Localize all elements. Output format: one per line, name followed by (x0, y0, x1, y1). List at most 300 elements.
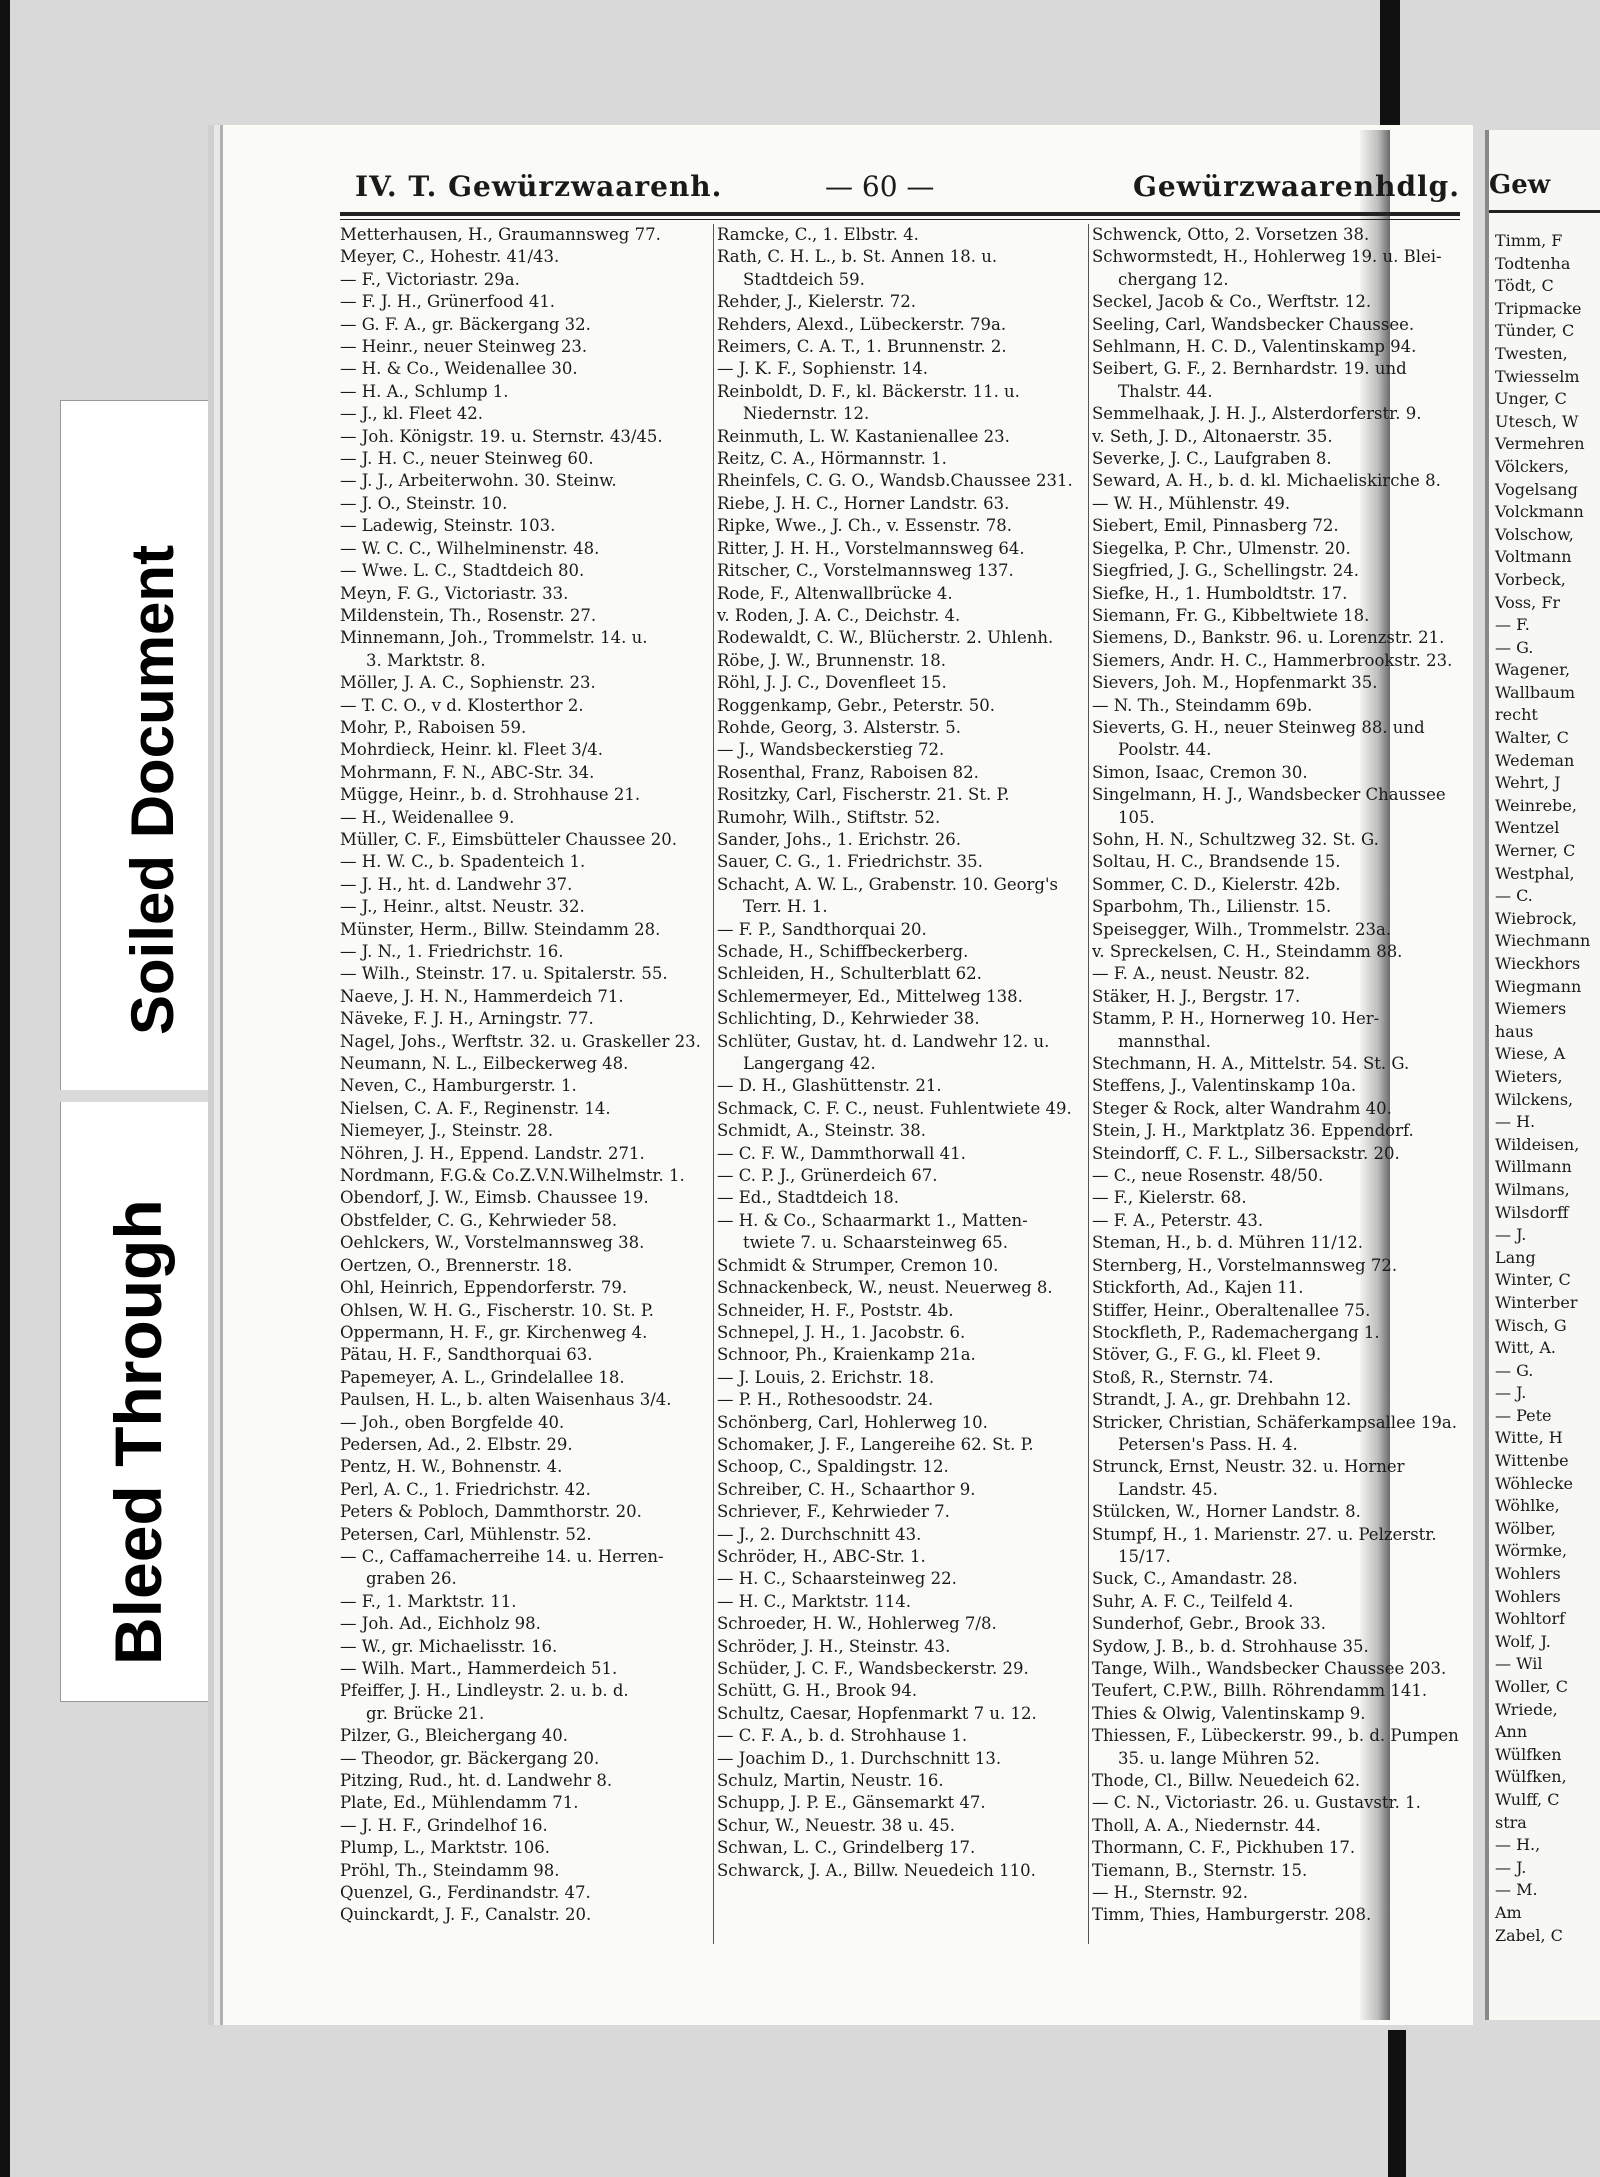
directory-entry: graben 26. (366, 1569, 457, 1589)
directory-entry: Nagel, Johs., Werftstr. 32. u. Graskeller 23. (340, 1031, 701, 1051)
directory-entry: Schmidt & Strumper, Cremon 10. (717, 1255, 999, 1275)
directory-entry: — H. A., Schlump 1. (340, 381, 509, 401)
directory-entry: Schriever, F., Kehrwieder 7. (717, 1502, 950, 1522)
facing-page-entry: Wülfken, (1495, 1767, 1567, 1787)
facing-page-entry: Twesten, (1495, 343, 1568, 363)
directory-entry: Oertzen, O., Brennerstr. 18. (340, 1255, 573, 1275)
facing-page-entry: Weinrebe, (1495, 795, 1577, 815)
facing-page-header: Gew (1489, 170, 1551, 200)
directory-entry: Tange, Wilh., Wandsbecker Chaussee 203. (1092, 1659, 1447, 1678)
facing-page-entry: Wiegmann (1495, 976, 1582, 996)
directory-entry: — J., kl. Fleet 42. (340, 404, 483, 424)
directory-entry: Thalstr. 44. (1118, 381, 1213, 401)
directory-entry: Rodewaldt, C. W., Blücherstr. 2. Uhlenh. (717, 628, 1054, 648)
bleed-through-label: Bleed Through (101, 1199, 175, 1665)
directory-entry: Sommer, C. D., Kielerstr. 42b. (1092, 874, 1341, 894)
page-number: — 60 — (825, 170, 935, 203)
directory-entry: — Wilh., Steinstr. 17. u. Spitalerstr. 55. (340, 964, 668, 984)
directory-entry: Rehder, J., Kielerstr. 72. (717, 292, 916, 312)
directory-entry: Müller, C. F., Eimsbütteler Chaussee 20. (340, 829, 678, 849)
directory-entry: Münster, Herm., Billw. Steindamm 28. (340, 919, 661, 939)
directory-entry: Meyer, C., Hohestr. 41/43. (340, 247, 560, 267)
directory-entry: — J. O., Steinstr. 10. (340, 493, 508, 513)
directory-entry: Metterhausen, H., Graumannsweg 77. (340, 225, 661, 244)
directory-entry: Seckel, Jacob & Co., Werftstr. 12. (1092, 292, 1372, 312)
directory-entry: Rohde, Georg, 3. Alsterstr. 5. (717, 717, 961, 737)
header-rule (340, 212, 1460, 216)
directory-entry: Niemeyer, J., Steinstr. 28. (340, 1121, 554, 1141)
directory-entry: Schönberg, Carl, Hohlerweg 10. (717, 1412, 988, 1432)
directory-entry: — H., Sternstr. 92. (1092, 1883, 1248, 1903)
directory-entry: Oppermann, H. F., gr. Kirchenweg 4. (340, 1322, 648, 1342)
facing-page-entry: Vorbeck, (1495, 569, 1566, 589)
facing-page-entry: — J. (1495, 1383, 1527, 1403)
page-header (355, 170, 1460, 212)
directory-entry: — C. F. W., Dammthorwall 41. (717, 1143, 966, 1163)
directory-entry: Schröder, J. H., Steinstr. 43. (717, 1636, 951, 1656)
directory-entry: — J. H., ht. d. Landwehr 37. (340, 874, 573, 894)
directory-entry: — Heinr., neuer Steinweg 23. (340, 337, 588, 357)
directory-entry: Schnepel, J. H., 1. Jacobstr. 6. (717, 1322, 966, 1342)
directory-entry: — J. N., 1. Friedrichstr. 16. (340, 942, 564, 961)
running-title: Gewürzwaarenhdlg. (1132, 170, 1460, 203)
directory-entry: Stechmann, H. A., Mittelstr. 54. St. G. (1092, 1054, 1410, 1074)
directory-entry: Oehlckers, W., Vorstelmannsweg 38. (340, 1233, 645, 1253)
directory-entry: Schröder, H., ABC-Str. 1. (717, 1546, 926, 1566)
facing-page-entry: Todtenha (1495, 253, 1571, 273)
directory-entry: — C. P. J., Grünerdeich 67. (717, 1166, 938, 1186)
directory-entry: Steffens, J., Valentinskamp 10a. (1092, 1076, 1357, 1096)
directory-entry: Stülcken, W., Horner Landstr. 8. (1092, 1502, 1361, 1522)
directory-entry: Thode, Cl., Billw. Neuedeich 62. (1092, 1771, 1361, 1791)
directory-entry: Schoop, C., Spaldingstr. 12. (717, 1457, 949, 1477)
directory-entry: 105. (1118, 807, 1155, 827)
facing-page-entry: Witt, A. (1495, 1338, 1556, 1358)
directory-entry: Schultz, Caesar, Hopfenmarkt 7 u. 12. (717, 1703, 1037, 1723)
directory-entry: Siefke, H., 1. Humboldtstr. 17. (1092, 583, 1348, 603)
facing-page-entry: Volschow, (1495, 524, 1574, 544)
facing-page-entry: Volckmann (1495, 502, 1584, 522)
directory-column-3 (1088, 224, 1462, 1944)
facing-page-entry: Wilckens, (1495, 1089, 1574, 1109)
directory-entry: Obendorf, J. W., Eimsb. Chaussee 19. (340, 1188, 649, 1208)
directory-entry: — J. J., Arbeiterwohn. 30. Steinw. (340, 471, 617, 491)
directory-entry: 35. u. lange Mühren 52. (1118, 1748, 1320, 1768)
facing-page-entry: Wiechmann (1495, 931, 1591, 951)
directory-entry: Sohn, H. N., Schultzweg 32. St. G. (1092, 829, 1379, 849)
facing-page-entry: Lang (1495, 1247, 1536, 1267)
directory-entry: Sander, Johs., 1. Erichstr. 26. (717, 829, 962, 849)
directory-entry: Soltau, H. C., Brandsende 15. (1092, 852, 1341, 872)
facing-page-entry: — G. (1495, 1360, 1534, 1380)
directory-entry: Stamm, P. H., Hornerweg 10. Her- (1092, 1009, 1380, 1029)
directory-entry: — Joh. Königstr. 19. u. Sternstr. 43/45. (340, 426, 663, 446)
directory-entry: — J. Louis, 2. Erichstr. 18. (717, 1367, 935, 1387)
directory-entry: Siemann, Fr. G., Kibbeltwiete 18. (1092, 605, 1370, 625)
directory-entry: Strandt, J. A., gr. Drehbahn 12. (1092, 1390, 1352, 1410)
facing-page-entry: Unger, C (1495, 389, 1567, 409)
directory-entry: Plate, Ed., Mühlendamm 71. (340, 1793, 579, 1813)
directory-entry: — W. C. C., Wilhelminenstr. 48. (340, 538, 600, 558)
directory-entry: Seward, A. H., b. d. kl. Michaeliskirche 8. (1092, 471, 1441, 491)
directory-entry: Stiffer, Heinr., Oberaltenallee 75. (1092, 1300, 1371, 1320)
directory-entry: Röhl, J. J. C., Dovenfleet 15. (717, 673, 947, 693)
directory-entry: Quenzel, G., Ferdinandstr. 47. (340, 1883, 591, 1903)
directory-entry: Sauer, C. G., 1. Friedrichstr. 35. (717, 852, 983, 872)
directory-entry: Schlichting, D., Kehrwieder 38. (717, 1009, 980, 1029)
directory-entry: — Ladewig, Steinstr. 103. (340, 516, 556, 536)
directory-entry: Schmack, C. F. C., neust. Fuhlentwiete 49. (717, 1098, 1072, 1118)
facing-page-column (1495, 230, 1590, 1947)
facing-page-entry: Witte, H (1495, 1428, 1563, 1448)
scan-left-edge (0, 0, 10, 2177)
directory-entry: Sehlmann, H. C. D., Valentinskamp 94. (1092, 337, 1417, 357)
directory-entry: Schmidt, A., Steinstr. 38. (717, 1121, 926, 1141)
directory-entry: Rheinfels, C. G. O., Wandsb.Chaussee 231. (717, 471, 1073, 491)
facing-page-entry: Twiesselm (1495, 366, 1580, 386)
directory-entry: Schwormstedt, H., Hohlerweg 19. u. Blei- (1092, 247, 1442, 267)
directory-entry: Rath, C. H. L., b. St. Annen 18. u. (717, 247, 998, 267)
directory-entry: Schüder, J. C. F., Wandsbeckerstr. 29. (717, 1659, 1029, 1678)
directory-entry: Stumpf, H., 1. Marienstr. 27. u. Pelzerstr. (1092, 1524, 1437, 1544)
directory-entry: — H., Weidenallee 9. (340, 807, 515, 827)
directory-entry: — Theodor, gr. Bäckergang 20. (340, 1748, 600, 1768)
facing-page-entry: haus (1495, 1021, 1534, 1041)
facing-page-entry: Winterber (1495, 1292, 1578, 1312)
directory-entry: — J., Wandsbeckerstieg 72. (717, 740, 945, 760)
directory-entry: Möller, J. A. C., Sophienstr. 23. (340, 673, 596, 693)
directory-entry: Schlemermeyer, Ed., Mittelweg 138. (717, 986, 1023, 1006)
directory-entry: Sieverts, G. H., neuer Steinweg 88. und (1092, 717, 1425, 737)
facing-page-entry: Am (1495, 1902, 1522, 1922)
facing-page-entry: — J. (1495, 1225, 1527, 1245)
directory-entry: Nordmann, F.G.& Co.Z.V.N.Wilhelmstr. 1. (340, 1166, 685, 1186)
facing-page-entry: Ann (1495, 1722, 1528, 1742)
directory-entry: Rode, F., Altenwallbrücke 4. (717, 583, 953, 603)
directory-entry: — C., Caffamacherreihe 14. u. Herren- (340, 1546, 664, 1566)
directory-entry: — J. H. F., Grindelhof 16. (340, 1815, 548, 1835)
directory-entry: Stadtdeich 59. (743, 269, 865, 289)
directory-entry: Pentz, H. W., Bohnenstr. 4. (340, 1457, 563, 1477)
directory-entry: Strunck, Ernst, Neustr. 32. u. Horner (1092, 1457, 1405, 1477)
directory-entry: Rosenthal, Franz, Raboisen 82. (717, 762, 979, 782)
facing-page-entry: Wiebrock, (1495, 908, 1578, 928)
facing-page-entry: Zabel, C (1495, 1925, 1563, 1945)
directory-entry: — Ed., Stadtdeich 18. (717, 1188, 900, 1208)
directory-entry: — W. H., Mühlenstr. 49. (1092, 493, 1291, 513)
facing-page-entry: Wohltorf (1495, 1609, 1566, 1629)
directory-entry: — H. & Co., Schaarmarkt 1., Matten- (717, 1210, 1028, 1230)
directory-entry: Nöhren, J. H., Eppend. Landstr. 271. (340, 1143, 645, 1163)
directory-entry: Mohr, P., Raboisen 59. (340, 717, 527, 737)
directory-entry: Plump, L., Marktstr. 106. (340, 1838, 551, 1858)
facing-page-entry: — Pete (1495, 1405, 1552, 1425)
directory-entry: Schleiden, H., Schulterblatt 62. (717, 964, 982, 984)
directory-column-2 (713, 224, 1092, 1944)
directory-entry: — D. H., Glashüttenstr. 21. (717, 1076, 942, 1096)
facing-page-entry: Wörmke, (1495, 1541, 1568, 1561)
facing-page-entry: Wohlers (1495, 1586, 1561, 1606)
directory-entry: Schur, W., Neuestr. 38 u. 45. (717, 1815, 956, 1835)
directory-entry: Suhr, A. F. C., Teilfeld 4. (1092, 1591, 1294, 1611)
directory-entry: chergang 12. (1118, 269, 1229, 289)
directory-entry: Quinckardt, J. F., Canalstr. 20. (340, 1905, 592, 1925)
directory-entry: Reitz, C. A., Hörmannstr. 1. (717, 449, 947, 469)
facing-page-entry: Wöhlecke (1495, 1473, 1574, 1493)
directory-entry: — J. H. C., neuer Steinweg 60. (340, 449, 594, 469)
directory-entry: Suck, C., Amandastr. 28. (1092, 1569, 1298, 1589)
facing-page-entry: — Wil (1495, 1654, 1543, 1674)
directory-entry: Ramcke, C., 1. Elbstr. 4. (717, 225, 919, 244)
directory-entry: Schomaker, J. F., Langereihe 62. St. P. (717, 1434, 1034, 1454)
facing-page-entry: Winter, C (1495, 1270, 1571, 1290)
directory-entry: Meyn, F. G., Victoriastr. 33. (340, 583, 569, 603)
facing-page-entry: Tödt, C (1495, 276, 1554, 296)
facing-page-entry: Walter, C (1495, 728, 1569, 748)
scan-right-edge-top (1380, 0, 1400, 125)
directory-entry: Schlüter, Gustav, ht. d. Landwehr 12. u. (717, 1031, 1050, 1051)
directory-entry: Schade, H., Schiffbeckerberg. (717, 942, 969, 961)
directory-entry: Ohlsen, W. H. G., Fischerstr. 10. St. P. (340, 1300, 654, 1320)
directory-entry: Pitzing, Rud., ht. d. Landwehr 8. (340, 1771, 613, 1791)
directory-entry: — Wwe. L. C., Stadtdeich 80. (340, 561, 585, 581)
directory-entry: Neumann, N. L., Eilbeckerweg 48. (340, 1054, 629, 1074)
directory-entry: Reinboldt, D. F., kl. Bäckerstr. 11. u. (717, 381, 1020, 401)
facing-page-entry: Werner, C (1495, 841, 1576, 861)
directory-entry: Papemeyer, A. L., Grindelallee 18. (340, 1367, 625, 1387)
directory-entry: Schütt, G. H., Brook 94. (717, 1681, 918, 1701)
facing-page-entry: Westphal, (1495, 863, 1575, 883)
facing-page-entry: Wolf, J. (1495, 1631, 1551, 1651)
directory-entry: v. Roden, J. A. C., Deichstr. 4. (717, 605, 961, 625)
facing-page-entry: Wagener, (1495, 660, 1571, 680)
directory-entry: Landstr. 45. (1118, 1479, 1218, 1499)
directory-entry: — J., 2. Durchschnitt 43. (717, 1524, 922, 1544)
directory-entry: Siegelka, P. Chr., Ulmenstr. 20. (1092, 538, 1351, 558)
directory-entry: gr. Brücke 21. (366, 1703, 485, 1723)
directory-entry: Schwarck, J. A., Billw. Neuedeich 110. (717, 1860, 1036, 1880)
directory-entry: — F. A., neust. Neustr. 82. (1092, 964, 1311, 984)
directory-entry: — J., Heinr., altst. Neustr. 32. (340, 897, 585, 917)
directory-entry: Mildenstein, Th., Rosenstr. 27. (340, 605, 597, 625)
directory-entry: Sparbohm, Th., Lilienstr. 15. (1092, 897, 1332, 917)
facing-page-entry: stra (1495, 1812, 1527, 1832)
facing-page-entry: — H. (1495, 1112, 1536, 1132)
directory-entry: — H. C., Schaarsteinweg 22. (717, 1569, 957, 1589)
directory-entry: Peters & Pobloch, Dammthorstr. 20. (340, 1502, 642, 1522)
directory-entry: Paulsen, H. L., b. alten Waisenhaus 3/4. (340, 1390, 672, 1410)
directory-entry: Perl, A. C., 1. Friedrichstr. 42. (340, 1479, 591, 1499)
directory-entry: Schwenck, Otto, 2. Vorsetzen 38. (1092, 225, 1370, 244)
directory-entry: Siemens, D., Bankstr. 96. u. Lorenzstr. 21. (1092, 628, 1445, 648)
facing-page-entry: — C. (1495, 886, 1533, 906)
directory-entry: Teufert, C.P.W., Billh. Röhrendamm 141. (1092, 1681, 1428, 1701)
directory-entry: Severke, J. C., Laufgraben 8. (1092, 449, 1332, 469)
facing-page-entry: Wülfken (1495, 1744, 1562, 1764)
facing-page-entry: Willmann (1495, 1157, 1572, 1177)
directory-entry: — Joh., oben Borgfelde 40. (340, 1412, 565, 1432)
scan-right-edge-bottom (1388, 2030, 1406, 2177)
facing-page-entry: Wöhlke, (1495, 1496, 1560, 1516)
facing-page-entry: Wehrt, J (1495, 773, 1561, 793)
directory-entry: Simon, Isaac, Cremon 30. (1092, 762, 1308, 782)
facing-page-entry: Wittenbe (1495, 1451, 1569, 1471)
directory-entry: Röbe, J. W., Brunnenstr. 18. (717, 650, 946, 670)
facing-page-entry: Wieckhors (1495, 954, 1581, 973)
directory-entry: — Joachim D., 1. Durchschnitt 13. (717, 1748, 1002, 1768)
directory-entry: mannsthal. (1118, 1031, 1211, 1051)
directory-entry: Poolstr. 44. (1118, 740, 1212, 760)
directory-entry: 15/17. (1118, 1546, 1171, 1566)
facing-page (1485, 130, 1600, 2020)
directory-column-1 (340, 224, 715, 1944)
facing-page-entry: Timm, F (1495, 231, 1563, 250)
directory-entry: Pröhl, Th., Steindamm 98. (340, 1860, 560, 1880)
directory-entry: Stäker, H. J., Bergstr. 17. (1092, 986, 1301, 1006)
directory-entry: — F., 1. Marktstr. 11. (340, 1591, 517, 1611)
directory-entry: Näveke, F. J. H., Arningstr. 77. (340, 1009, 594, 1029)
directory-entry: Schwan, L. C., Grindelberg 17. (717, 1838, 976, 1858)
directory-entry: Speisegger, Wilh., Trommelstr. 23a. (1092, 919, 1392, 939)
directory-entry: Tholl, A. A., Niedernstr. 44. (1092, 1815, 1321, 1835)
directory-entry: Mügge, Heinr., b. d. Strohhause 21. (340, 785, 641, 805)
directory-entry: Reinmuth, L. W. Kastanienallee 23. (717, 426, 1010, 446)
facing-page-entry: — F. (1495, 615, 1530, 635)
directory-entry: Schneider, H. F., Poststr. 4b. (717, 1300, 954, 1320)
facing-page-entry: Wilsdorff (1495, 1202, 1569, 1222)
directory-entry: 3. Marktstr. 8. (366, 650, 486, 670)
directory-entry: Pätau, H. F., Sandthorquai 63. (340, 1345, 593, 1365)
facing-page-entry: Vogelsang (1495, 479, 1578, 499)
facing-page-entry: Vermehren (1495, 434, 1585, 454)
facing-page-entry: Wohlers (1495, 1564, 1561, 1584)
facing-page-entry: Wriede, (1495, 1699, 1558, 1719)
facing-page-entry: Woller, C (1495, 1677, 1568, 1696)
facing-page-entry: Wiemers (1495, 999, 1567, 1019)
directory-entry: — F. A., Peterstr. 43. (1092, 1210, 1264, 1230)
directory-entry: Riebe, J. H. C., Horner Landstr. 63. (717, 493, 1010, 513)
directory-entry: Siemers, Andr. H. C., Hammerbrookstr. 23. (1092, 650, 1453, 670)
directory-entry: — H. W. C., b. Spadenteich 1. (340, 852, 586, 872)
facing-page-entry: Wildeisen, (1495, 1134, 1580, 1154)
directory-entry: Niedernstr. 12. (743, 404, 870, 424)
directory-entry: Siegfried, J. G., Schellingstr. 24. (1092, 561, 1360, 581)
directory-entry: Schupp, J. P. E., Gänsemarkt 47. (717, 1793, 986, 1813)
directory-entry: Stöver, G., F. G., kl. Fleet 9. (1092, 1345, 1322, 1365)
directory-entry: Schnackenbeck, W., neust. Neuerweg 8. (717, 1278, 1053, 1298)
directory-entry: Pfeiffer, J. H., Lindleystr. 2. u. b. d. (340, 1681, 629, 1701)
soiled-document-label: Soiled Document (119, 544, 186, 1035)
directory-entry: Timm, Thies, Hamburgerstr. 208. (1092, 1905, 1372, 1925)
facing-page-entry: Tünder, C (1495, 321, 1575, 341)
facing-page-entry: Wieters, (1495, 1066, 1563, 1086)
directory-entry: Seibert, G. F., 2. Bernhardstr. 19. und (1092, 359, 1407, 379)
directory-entry: Steger & Rock, alter Wandrahm 40. (1092, 1098, 1392, 1118)
facing-page-rule (1489, 210, 1600, 213)
directory-entry: — Joh. Ad., Eichholz 98. (340, 1614, 541, 1634)
facing-page-entry: — G. (1495, 637, 1534, 657)
directory-entry: Schnoor, Ph., Kraienkamp 21a. (717, 1345, 976, 1365)
directory-entry: Schulz, Martin, Neustr. 16. (717, 1771, 944, 1791)
facing-page-entry: Wentzel (1495, 818, 1560, 838)
directory-entry: v. Spreckelsen, C. H., Steindamm 88. (1092, 942, 1403, 961)
directory-entry: — W., gr. Michaelisstr. 16. (340, 1636, 558, 1656)
directory-entry: Obstfelder, C. G., Kehrwieder 58. (340, 1210, 618, 1230)
directory-entry: Pedersen, Ad., 2. Elbstr. 29. (340, 1434, 573, 1454)
directory-entry: Schacht, A. W. L., Grabenstr. 10. Georg's (717, 874, 1058, 894)
directory-entry: — G. F. A., gr. Bäckergang 32. (340, 314, 591, 334)
directory-entry: Neven, C., Hamburgerstr. 1. (340, 1076, 577, 1096)
facing-page-entry: — M. (1495, 1880, 1538, 1900)
directory-entry: twiete 7. u. Schaarsteinweg 65. (743, 1233, 1008, 1253)
directory-entry: — F. P., Sandthorquai 20. (717, 919, 927, 939)
directory-entry: — H. & Co., Weidenallee 30. (340, 359, 578, 379)
directory-entry: Stein, J. H., Marktplatz 36. Eppendorf. (1092, 1121, 1414, 1141)
directory-entry: Ohl, Heinrich, Eppendorferstr. 79. (340, 1278, 628, 1298)
directory-entry: Stoß, R., Sternstr. 74. (1092, 1367, 1274, 1387)
directory-entry: — T. C. O., v d. Klosterthor 2. (340, 695, 584, 715)
directory-entry: Ritter, J. H. H., Vorstelmannsweg 64. (717, 538, 1025, 558)
directory-entry: Seeling, Carl, Wandsbecker Chaussee. (1092, 314, 1415, 334)
directory-entry: Rumohr, Wilh., Stiftstr. 52. (717, 807, 941, 827)
directory-entry: Sydow, J. B., b. d. Strohhause 35. (1092, 1636, 1369, 1656)
directory-entry: Sunderhof, Gebr., Brook 33. (1092, 1614, 1327, 1634)
directory-entry: — C. F. A., b. d. Strohhause 1. (717, 1726, 968, 1746)
directory-entry: Mohrmann, F. N., ABC-Str. 34. (340, 762, 595, 782)
directory-entry: Schreiber, C. H., Schaarthor 9. (717, 1479, 976, 1499)
directory-entry: Terr. H. 1. (743, 897, 828, 917)
directory-entry: Semmelhaak, J. H. J., Alsterdorferstr. 9. (1092, 404, 1422, 424)
facing-page-entry: Wisch, G (1495, 1315, 1567, 1335)
directory-entry: — F., Kielerstr. 68. (1092, 1188, 1247, 1208)
directory-entry: Thiessen, F., Lübeckerstr. 99., b. d. Pumpen (1092, 1726, 1459, 1746)
facing-page-entry: Voss, Fr (1495, 592, 1561, 612)
facing-page-entry: — H., (1495, 1835, 1541, 1855)
directory-entry: Steman, H., b. d. Mühren 11/12. (1092, 1233, 1363, 1253)
directory-entry: Stickforth, Ad., Kajen 11. (1092, 1278, 1304, 1298)
directory-entry: Stricker, Christian, Schäferkampsallee 19a. (1092, 1412, 1457, 1432)
facing-page-entry: Wulff, C (1495, 1789, 1560, 1809)
directory-entry: — C. N., Victoriastr. 26. u. Gustavstr. 1. (1092, 1793, 1421, 1813)
directory-entry: — Wilh. Mart., Hammerdeich 51. (340, 1659, 618, 1678)
facing-page-entry: Wölber, (1495, 1518, 1556, 1538)
directory-entry: Naeve, J. H. N., Hammerdeich 71. (340, 986, 624, 1006)
facing-page-entry: Utesch, W (1495, 411, 1579, 431)
directory-entry: Siebert, Emil, Pinnasberg 72. (1092, 516, 1339, 536)
directory-entry: — P. H., Rothesoodstr. 24. (717, 1390, 934, 1410)
facing-page-entry: Wilmans, (1495, 1179, 1570, 1199)
directory-entry: Nielsen, C. A. F., Reginenstr. 14. (340, 1098, 611, 1118)
facing-page-entry: Wallbaum (1495, 682, 1576, 702)
directory-entry: Tiemann, B., Sternstr. 15. (1092, 1860, 1308, 1880)
directory-entry: Langergang 42. (743, 1054, 876, 1074)
directory-entry: — N. Th., Steindamm 69b. (1092, 695, 1313, 715)
directory-entry: Stockfleth, P., Rademachergang 1. (1092, 1322, 1380, 1342)
facing-page-entry: Völckers, (1495, 456, 1569, 476)
warning-divider (60, 1090, 210, 1102)
facing-page-entry: Wedeman (1495, 750, 1575, 770)
directory-entry: — H. C., Marktstr. 114. (717, 1591, 912, 1611)
directory-entry: Petersen, Carl, Mühlenstr. 52. (340, 1524, 592, 1544)
directory-entry: — J. K. F., Sophienstr. 14. (717, 359, 928, 379)
directory-entry: v. Seth, J. D., Altonaerstr. 35. (1092, 426, 1333, 446)
directory-entry: Sievers, Joh. M., Hopfenmarkt 35. (1092, 673, 1378, 693)
directory-entry: Roggenkamp, Gebr., Peterstr. 50. (717, 695, 996, 715)
directory-entry: Minnemann, Joh., Trommelstr. 14. u. (340, 628, 648, 648)
facing-page-entry: Wiese, A (1495, 1044, 1566, 1064)
header-rule-thin (340, 219, 1460, 220)
directory-entry: Thies & Olwig, Valentinskamp 9. (1092, 1703, 1366, 1723)
